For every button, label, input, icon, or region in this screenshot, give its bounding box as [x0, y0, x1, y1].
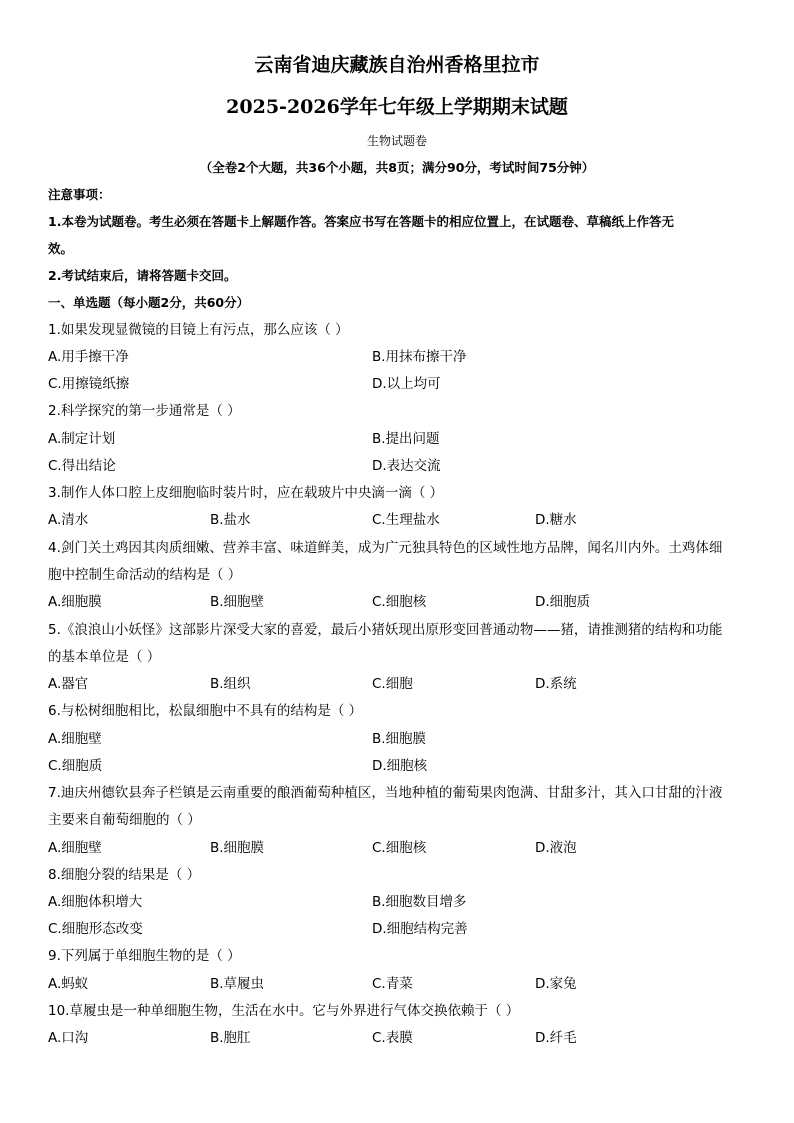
option-d: D.表达交流	[372, 458, 441, 474]
option-b: B.细胞膜	[372, 731, 427, 747]
option-b: B.胞肛	[210, 1030, 251, 1046]
option-b: B.细胞数目增多	[372, 894, 467, 910]
option-d: D.以上均可	[372, 376, 441, 392]
option-c: C.细胞质	[48, 758, 103, 774]
option-d: D.液泡	[535, 840, 577, 856]
option-a: A.细胞壁	[48, 840, 102, 856]
option-c: C.细胞形态改变	[48, 921, 143, 937]
option-c: C.用擦镜纸擦	[48, 376, 130, 392]
option-a: A.清水	[48, 512, 89, 528]
option-a: A.细胞壁	[48, 731, 102, 747]
exam-info: （全卷2个大题，共36个小题，共8页；满分90分，考试时间75分钟）	[199, 160, 595, 175]
exam-title-line1: 云南省迪庆藏族自治州香格里拉市	[254, 54, 540, 76]
option-d: D.细胞结构完善	[372, 921, 468, 937]
option-d: D.纤毛	[535, 1030, 577, 1046]
question-stem: 1.如果发现显微镜的目镜上有污点，那么应该（ ）	[48, 322, 349, 338]
question-stem: 7.迪庆州德钦县奔子栏镇是云南重要的酿酒葡萄种植区，当地种植的葡萄果肉饱满、甘甜多汁，其入口甘甜的汁液	[48, 785, 723, 801]
option-c: C.表膜	[372, 1030, 413, 1046]
option-a: A.细胞体积增大	[48, 894, 143, 910]
question-stem: 10.草履虫是一种单细胞生物，生活在水中。它与外界进行气体交换依赖于（ ）	[48, 1003, 520, 1019]
note-1: 1.本卷为试题卷。考生必须在答题卡上解题作答。答案应书写在答题卡的相应位置上，在试题卷、草稿纸上作答无	[48, 214, 674, 229]
option-b: B.提出问题	[372, 431, 440, 447]
note-2: 2.考试结束后，请将答题卡交回。	[48, 268, 237, 283]
option-c: C.生理盐水	[372, 512, 440, 528]
question-stem: 5.《浪浪山小妖怪》这部影片深受大家的喜爱，最后小猪妖现出原形变回普通动物——猪，请推测猪的结构和功能	[48, 622, 723, 638]
question-stem: 8.细胞分裂的结果是（ ）	[48, 867, 201, 883]
option-a: A.细胞膜	[48, 594, 102, 610]
option-b: B.细胞壁	[210, 594, 265, 610]
option-d: D.细胞核	[372, 758, 428, 774]
option-c: C.细胞	[372, 676, 413, 692]
option-d: D.系统	[535, 676, 577, 692]
question-stem: 9.下列属于单细胞生物的是（ ）	[48, 948, 241, 964]
question-stem-cont: 主要来自葡萄细胞的（ ）	[48, 812, 201, 828]
question-stem: 4.剑门关土鸡因其肉质细嫩、营养丰富、味道鲜美，成为广元独具特色的区域性地方品牌，闻名川内外。土鸡体细	[48, 540, 723, 556]
option-d: D.细胞质	[535, 594, 591, 610]
subject-title: 生物试题卷	[366, 134, 427, 148]
question-stem-cont: 的基本单位是（ ）	[48, 649, 161, 665]
option-b: B.细胞膜	[210, 840, 265, 856]
option-d: D.家兔	[535, 976, 577, 992]
section-heading: 一、单选题（每小题2分，共60分）	[48, 295, 250, 310]
option-a: A.制定计划	[48, 431, 116, 447]
question-stem-cont: 胞中控制生命活动的结构是（ ）	[48, 567, 242, 583]
option-c: C.细胞核	[372, 594, 427, 610]
option-a: A.器官	[48, 676, 89, 692]
question-stem: 2.科学探究的第一步通常是（ ）	[48, 403, 241, 419]
note-1-cont: 效。	[48, 241, 74, 256]
option-c: C.细胞核	[372, 840, 427, 856]
notes-heading: 注意事项：	[48, 187, 111, 202]
exam-title-line2: 2025-2026学年七年级上学期期末试题	[226, 96, 568, 118]
option-c: C.青菜	[372, 976, 413, 992]
question-stem: 3.制作人体口腔上皮细胞临时装片时，应在载玻片中央滴一滴（ ）	[48, 485, 444, 501]
option-b: B.用抹布擦干净	[372, 349, 467, 365]
option-b: B.组织	[210, 676, 251, 692]
question-stem: 6.与松树细胞相比，松鼠细胞中不具有的结构是（ ）	[48, 703, 363, 719]
option-a: A.用手擦干净	[48, 349, 129, 365]
option-a: A.口沟	[48, 1030, 89, 1046]
option-b: B.盐水	[210, 512, 251, 528]
option-d: D.糖水	[535, 512, 577, 528]
option-c: C.得出结论	[48, 458, 116, 474]
option-a: A.蚂蚁	[48, 976, 89, 992]
option-b: B.草履虫	[210, 976, 265, 992]
